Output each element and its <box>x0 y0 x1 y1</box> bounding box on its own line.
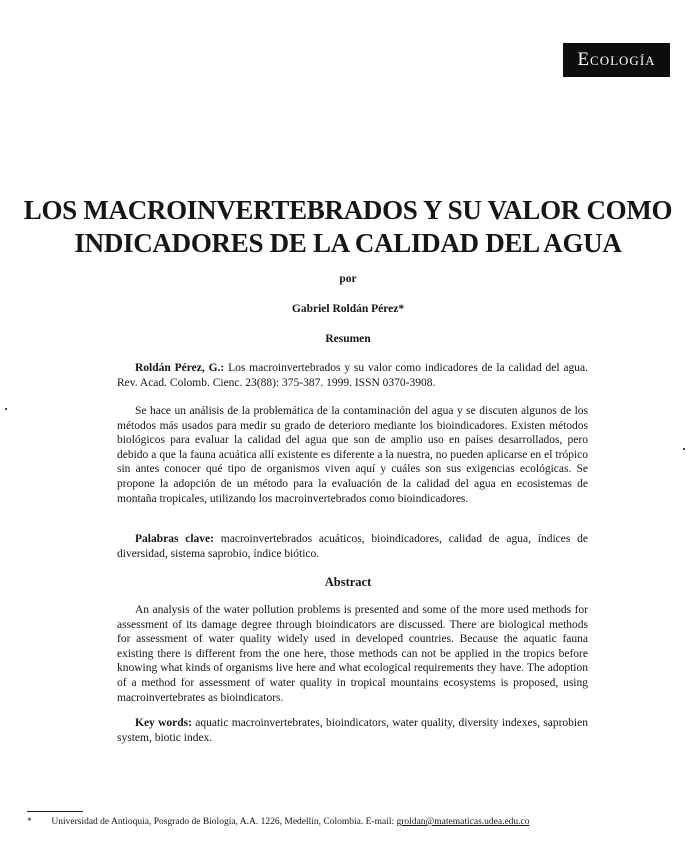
scan-speck <box>5 408 7 410</box>
author-name: Gabriel Roldán Pérez* <box>291 303 405 315</box>
footnote <box>27 817 627 827</box>
resumen-heading: Resumen <box>325 333 371 345</box>
citation-text: Los macroinvertebrados y su valor como indicadores de la calidad del agua. Rev. Acad. Colomb. Cienc. 23(88): 375-387. 1999. ISSN 0370-3908. <box>117 362 588 389</box>
palabras-clave-paragraph <box>117 532 588 561</box>
citation-paragraph <box>117 361 588 390</box>
abstract-heading: Abstract <box>324 575 372 589</box>
article-title <box>20 194 676 260</box>
section-tab: Ecología <box>563 43 670 77</box>
key-words-paragraph <box>117 716 588 745</box>
scan-speck <box>683 448 685 450</box>
article-title-line-1: LOS MACROINVERTEBRADOS Y SU VALOR COMO <box>23 195 673 225</box>
article-title-line-2: INDICADORES DE LA CALIDAD DEL AGUA <box>74 228 622 258</box>
key-words-label: Key words: <box>135 717 192 729</box>
key-words-text: aquatic macroinvertebrates, bioindicators, water quality, diversity indexes, saprobien system, biotic index. <box>117 717 588 744</box>
byline: por <box>339 273 357 285</box>
footnote-mark: * <box>27 817 32 827</box>
resumen-body: Se hace un análisis de la problemática de la contaminación del agua y se discuten algunos de los métodos más usados para medir su grado de deterioro mediante los bioindicadores. Existen métodos biológicos para evaluar la calidad del agua que son de amplio uso en países desarrollados, pero debido a que la fauna acuática allí existente es diferente a la nuestra, no pueden aplicarse en el trópico sin antes conocer qué tipo de organismos viven aquí y cuáles son sus exigencias ecológicas. Se propone la adopción de un método para la evaluación de la calidad del agua en ecosistemas de montaña tropicales, utilizando los macroinvertebrados como bioindicadores. <box>117 405 588 505</box>
email-link[interactable]: groldan@matematicas.udea.edu.co <box>396 817 530 827</box>
footnote-rule <box>27 811 83 812</box>
palabras-clave-text: macroinvertebrados acuáticos, bioindicadores, calidad de agua, índices de diversidad, sistema saprobio, índice biótico. <box>117 533 589 560</box>
footnote-text: Universidad de Antioquia, Posgrado de Biología, A.A. 1226, Medellín, Colombia. E-mail: <box>51 817 395 827</box>
citation-label: Roldán Pérez, G.: <box>135 362 225 374</box>
palabras-clave-label: Palabras clave: <box>135 533 214 545</box>
abstract-body: An analysis of the water pollution problems is presented and some of the more used methods for assessment of its damage degree through bioindicators are discussed. There are biological methods for assessment of water quality widely used in developed countries. Because the aquatic fauna existing there is different from the one here, those methods can not be applied in the tropics before knowing what kinds of organisms live here and what ecological requirements they have. The adoption of a method for assessment of water quality in tropical mountains ecosystems is proposed, using macroinvertebrates as bioindicators. <box>117 604 588 704</box>
